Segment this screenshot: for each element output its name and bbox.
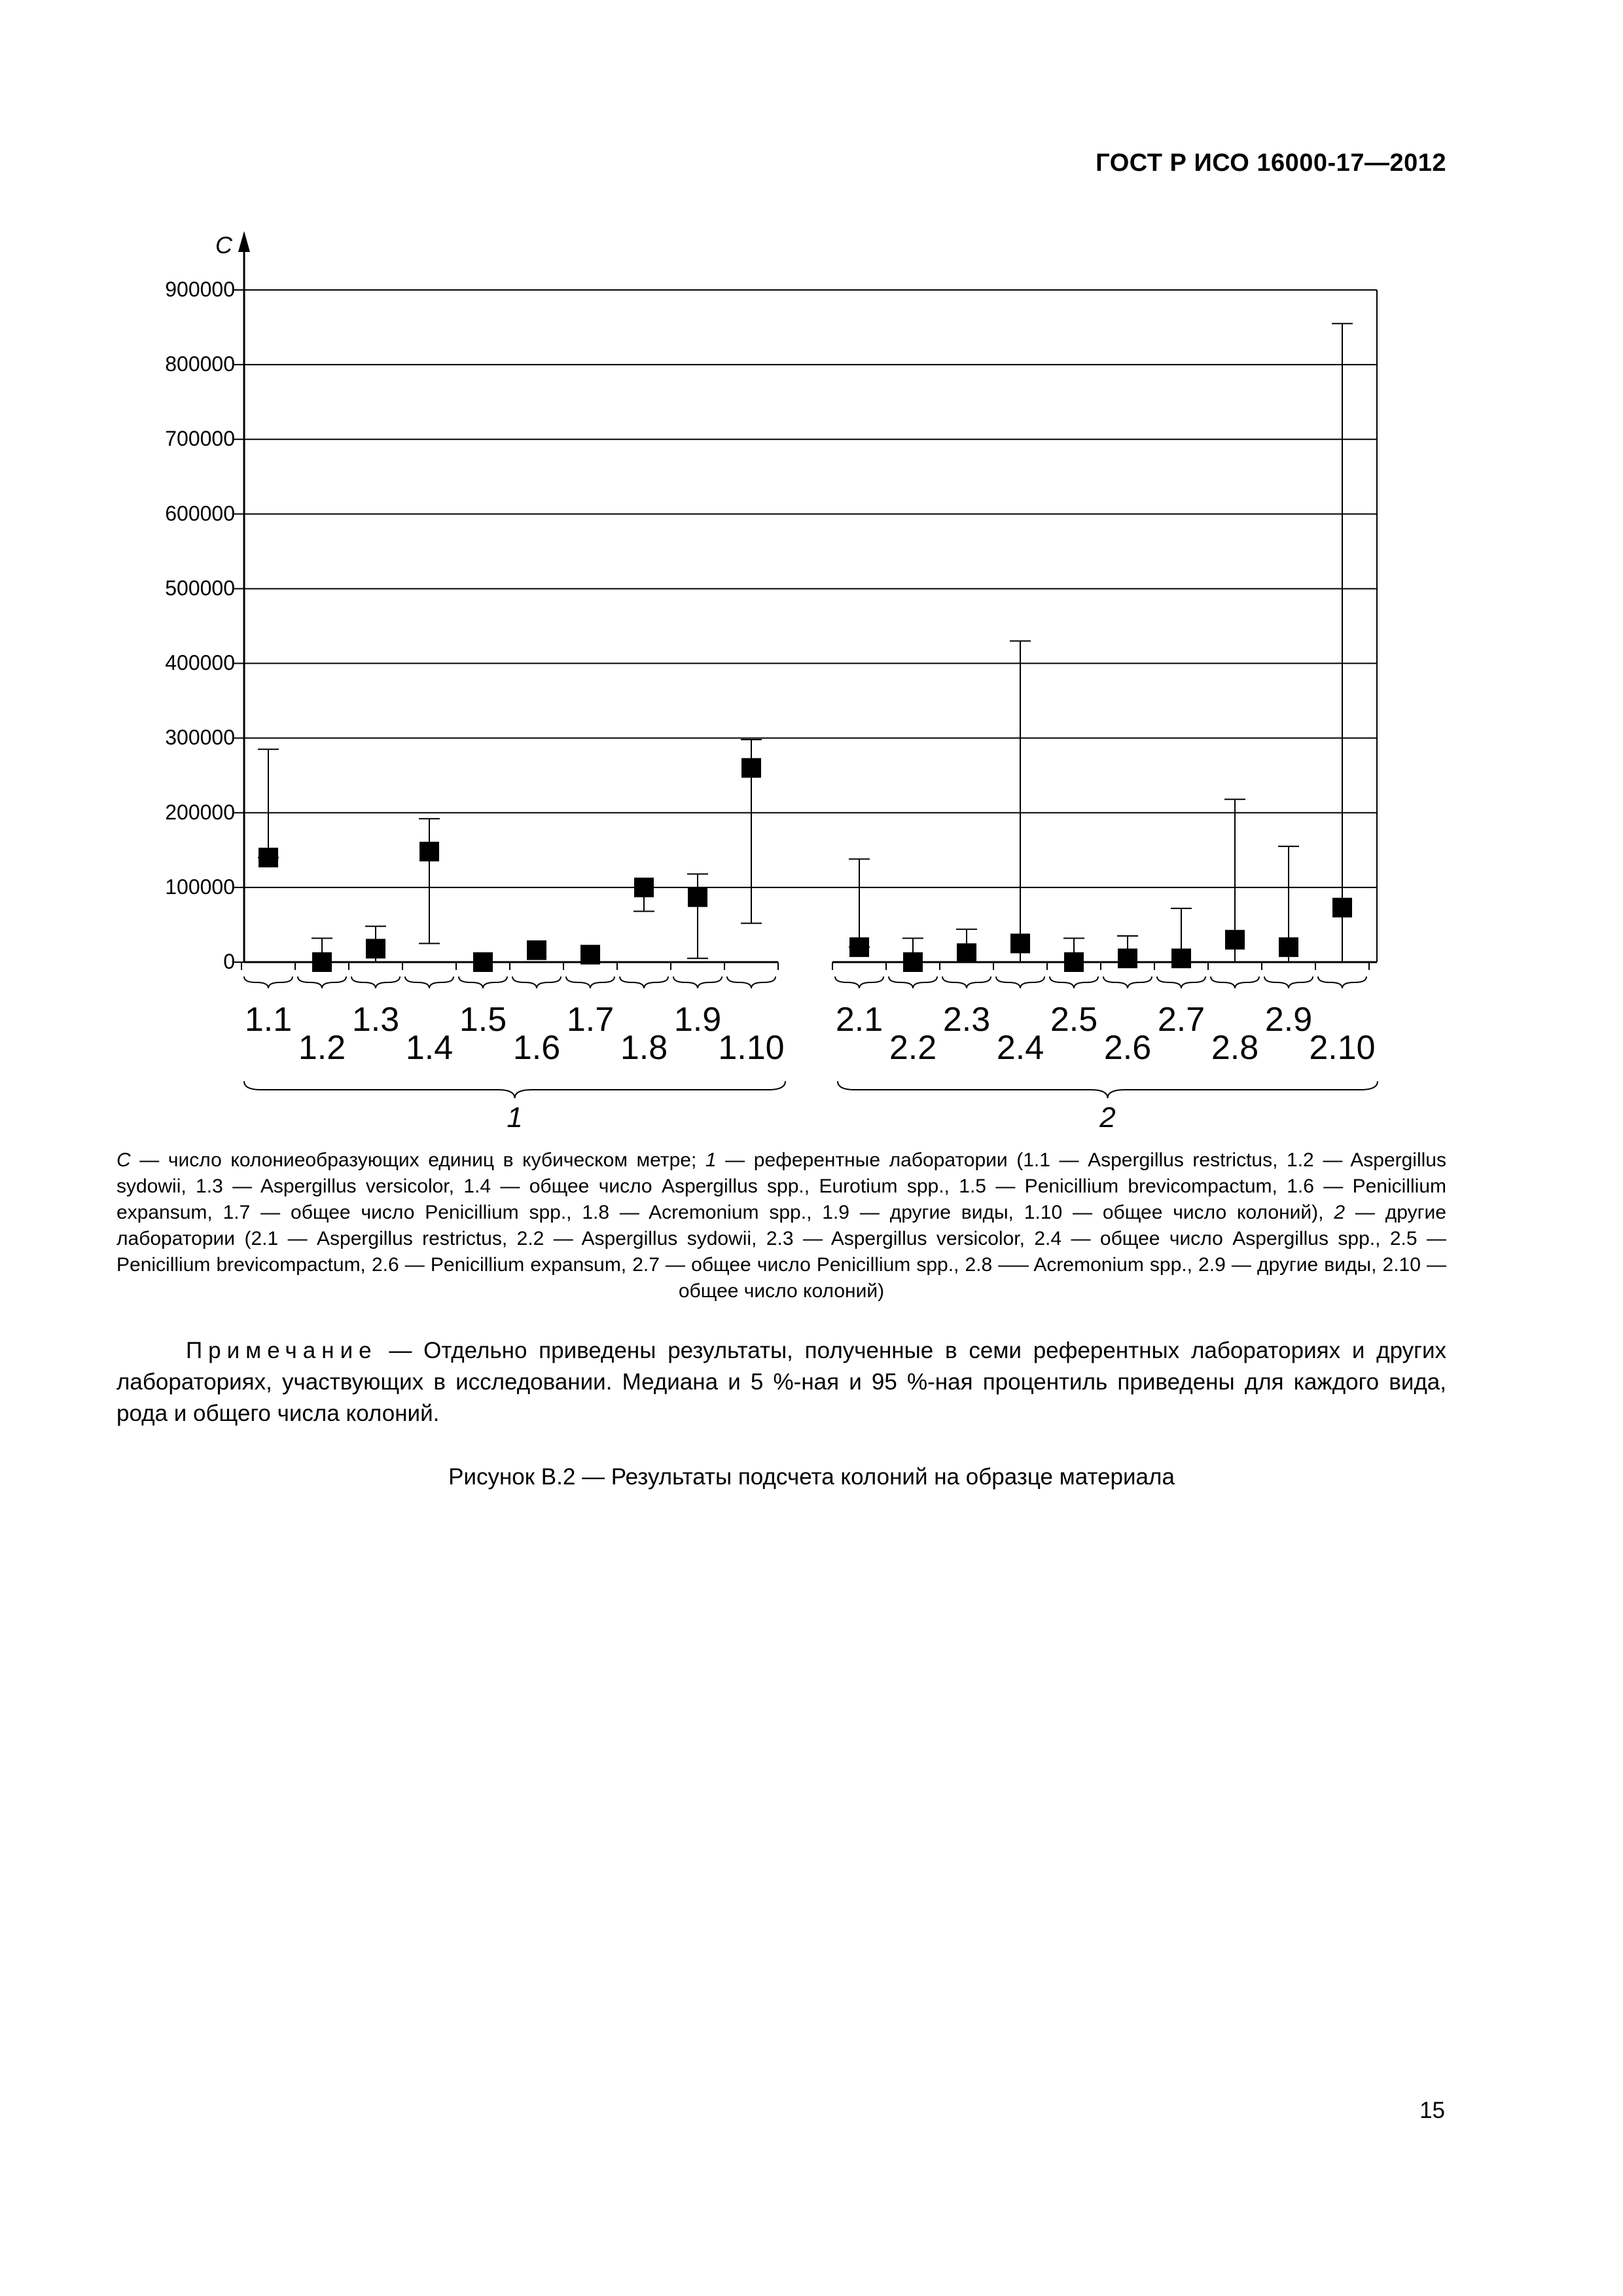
category-brace <box>298 977 346 988</box>
category-label: 1.10 <box>718 1029 785 1067</box>
standard-code-header: ГОСТ Р ИСО 16000-17—2012 <box>1096 149 1446 177</box>
median-marker <box>741 758 761 778</box>
category-brace <box>673 977 722 988</box>
legend-symbol-2: 2 <box>1334 1202 1346 1223</box>
median-marker <box>634 878 654 897</box>
figure-caption: Рисунок В.2 — Результаты подсчета колоний на образце материала <box>448 1464 1175 1490</box>
category-label: 1.1 <box>244 1001 293 1039</box>
median-marker <box>1010 933 1030 953</box>
note-label: Примечание <box>186 1338 378 1363</box>
y-tick-label: 200000 <box>165 800 235 824</box>
median-marker <box>259 848 278 867</box>
category-brace <box>727 977 776 988</box>
y-tick-label: 400000 <box>165 651 235 675</box>
category-brace <box>1211 977 1259 988</box>
legend-symbol-1: 1 <box>705 1149 717 1171</box>
category-brace <box>1157 977 1205 988</box>
legend-text-3: — другие лаборатории (2.1 — Aspergillus restrictus, 2.2 — Aspergillus sydowii, 2.3 — Aspergillus versicolor, 2.4 — общее число Aspergillus spp., 2.5 — Penicillium brevicompactum, 2.6 — Penicillium expansum, 2.7 — общее число Penicillium spp., 2.8 —– Acremonium spp., 2.9 — другие виды, 2.10 — общее число колоний) <box>116 1202 1446 1302</box>
y-tick-label: 700000 <box>165 427 235 451</box>
group-label: 1 <box>507 1102 523 1134</box>
y-axis-arrow <box>238 231 250 252</box>
category-label: 2.2 <box>889 1029 937 1067</box>
category-label: 1.2 <box>298 1029 346 1067</box>
category-label: 2.10 <box>1309 1029 1376 1067</box>
group-brace <box>244 1081 785 1098</box>
y-tick-label: 0 <box>223 950 235 973</box>
category-label: 1.5 <box>459 1001 507 1039</box>
category-label: 2.7 <box>1157 1001 1205 1039</box>
category-brace <box>1103 977 1152 988</box>
category-label: 2.1 <box>835 1001 883 1039</box>
median-marker <box>957 943 976 963</box>
legend-symbol-c: C <box>116 1149 131 1171</box>
median-marker <box>688 888 707 907</box>
category-label: 1.4 <box>405 1029 454 1067</box>
median-marker <box>1225 930 1245 950</box>
category-brace <box>996 977 1044 988</box>
median-marker <box>580 945 600 965</box>
category-brace <box>459 977 507 988</box>
category-brace <box>566 977 615 988</box>
y-tick-label: 900000 <box>165 278 235 301</box>
category-label: 1.7 <box>566 1001 615 1039</box>
category-brace <box>835 977 883 988</box>
category-label: 1.9 <box>673 1001 722 1039</box>
median-marker <box>473 952 493 972</box>
category-brace <box>351 977 400 988</box>
category-brace <box>244 977 293 988</box>
median-marker <box>1332 898 1352 918</box>
page-number: 15 <box>1419 2098 1445 2123</box>
legend-text-1: — число колониеобразующих единиц в кубическом метре; <box>130 1149 705 1171</box>
category-label: 2.5 <box>1050 1001 1098 1039</box>
y-tick-label: 500000 <box>165 576 235 600</box>
median-marker <box>1118 948 1137 968</box>
category-brace <box>889 977 937 988</box>
median-marker <box>1171 948 1191 968</box>
median-marker <box>366 939 385 958</box>
category-label: 2.4 <box>996 1029 1044 1067</box>
category-label: 1.6 <box>512 1029 561 1067</box>
category-brace <box>405 977 454 988</box>
category-label: 2.6 <box>1103 1029 1152 1067</box>
y-tick-label: 100000 <box>165 874 235 899</box>
y-tick-label: 600000 <box>165 501 235 526</box>
median-marker <box>527 941 546 960</box>
colony-count-chart <box>0 0 1623 1139</box>
category-brace <box>1050 977 1098 988</box>
category-label: 2.9 <box>1264 1001 1313 1039</box>
group-label: 2 <box>1099 1102 1116 1134</box>
y-tick-label: 300000 <box>165 725 235 749</box>
category-brace <box>942 977 991 988</box>
category-label: 1.8 <box>620 1029 668 1067</box>
note-text: — Отдельно приведены результаты, полученные в семи референтных лабораториях и других лабораториях, участвующих в исследовании. Медиана и 5 %-ная и 95 %-ная процентиль приведены для каждого вида, рода и общего числа колоний. <box>116 1338 1446 1426</box>
category-label: 2.8 <box>1211 1029 1259 1067</box>
group-brace <box>838 1081 1378 1098</box>
median-marker <box>419 842 439 861</box>
category-brace <box>1264 977 1313 988</box>
category-brace <box>620 977 668 988</box>
y-axis-label: C <box>215 232 232 259</box>
median-marker <box>1064 952 1084 972</box>
category-label: 1.3 <box>351 1001 400 1039</box>
category-brace <box>1318 977 1366 988</box>
median-marker <box>312 952 332 972</box>
y-tick-label: 800000 <box>165 352 235 376</box>
median-marker <box>849 937 869 957</box>
median-marker <box>1279 937 1298 957</box>
figure-legend <box>116 1147 1446 1304</box>
median-marker <box>903 952 923 972</box>
figure-note <box>116 1335 1446 1429</box>
category-label: 2.3 <box>942 1001 991 1039</box>
category-brace <box>512 977 561 988</box>
legend-text-2: — референтные лаборатории (1.1 — Aspergillus restrictus, 1.2 — Aspergillus sydowii, 1.3 — Aspergillus versicolor, 1.4 — общее число Aspergillus spp., Eurotium spp., 1.5 — Penicillium brevicompactum, 1.6 — Penicillium expansum, 1.7 — общее число Penicillium spp., 1.8 — Acremonium spp., 1.9 — другие виды, 1.10 — общее число колоний), <box>116 1149 1446 1223</box>
